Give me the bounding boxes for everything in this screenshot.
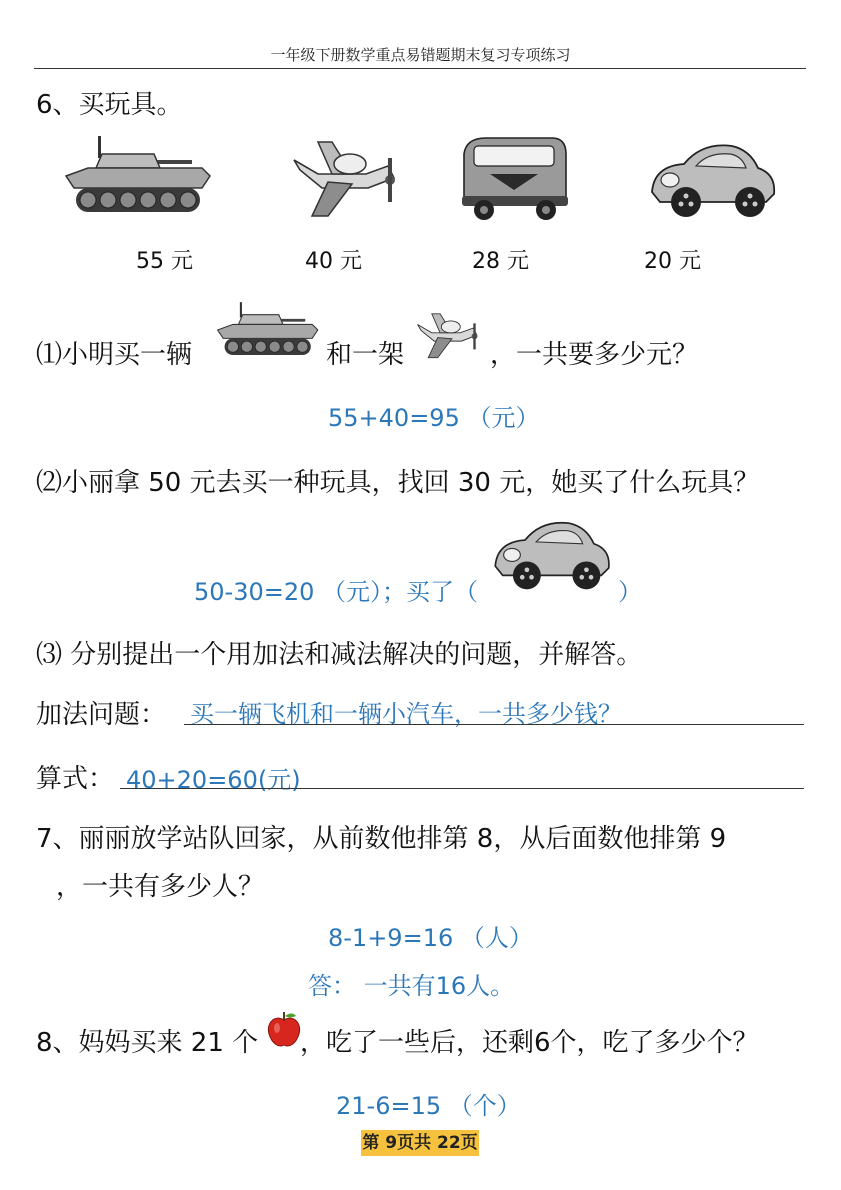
addition-answer-line xyxy=(184,724,804,725)
formula-label: 算式： xyxy=(36,764,115,794)
bus-icon xyxy=(456,130,572,222)
q6-3-question: ⑶ 分别提出一个用加法和减法解决的问题，并解答。 xyxy=(36,640,643,670)
q7-final-answer: 答： 一共有16人。 xyxy=(308,972,515,1000)
q6-2-answer: 50-30=20 （元）；买了（ xyxy=(194,578,479,606)
q7-line-2: ，一共有多少人？ xyxy=(56,872,265,902)
q6-1-text-pre: ⑴小明买一辆 xyxy=(36,340,193,370)
price-bus: 28 元 xyxy=(472,249,529,274)
addition-question-label: 加法问题： xyxy=(36,700,167,730)
formula-answer-line xyxy=(120,788,804,789)
apple-icon xyxy=(266,1010,302,1050)
q7-answer: 8-1+9=16 （人） xyxy=(328,924,533,952)
tank-icon xyxy=(62,130,212,222)
price-car: 20 元 xyxy=(644,249,701,274)
tank-icon xyxy=(212,298,322,362)
q8-text-pre: 8、妈妈买来 21 个 xyxy=(36,1028,259,1058)
plane-icon xyxy=(288,130,406,222)
plane-icon xyxy=(414,306,484,362)
q6-2-answer-close: ） xyxy=(618,578,642,606)
header-rule xyxy=(34,68,806,69)
q6-1-answer: 55+40=95 （元） xyxy=(328,404,540,432)
q7-line-1: 7、丽丽放学站队回家，从前数他排第 8，从后面数他排第 9 xyxy=(36,824,727,854)
car-icon xyxy=(646,136,780,222)
q8-answer: 21-6=15 （个） xyxy=(336,1092,521,1120)
price-plane: 40 元 xyxy=(305,249,362,274)
formula-answer: 40+20=60(元) xyxy=(126,766,301,794)
price-tank: 55 元 xyxy=(136,249,193,274)
document-header-title: 一年级下册数学重点易错题期末复习专项练习 xyxy=(270,46,571,64)
addition-question-answer: 买一辆飞机和一辆小汽车，一共多少钱？ xyxy=(190,700,622,728)
q6-1-text-mid: 和一架 xyxy=(326,340,405,370)
q6-2-question: ⑵小丽拿 50 元去买一种玩具，找回 30 元，她买了什么玩具？ xyxy=(36,468,760,498)
q6-1-text-post: ，一共要多少元？ xyxy=(490,340,699,370)
page-number-badge: 第 9页共 22页 xyxy=(361,1130,479,1156)
car-icon xyxy=(488,514,616,594)
q6-title: 6、买玩具。 xyxy=(36,90,183,120)
q8-text-post: ，吃了一些后，还剩6个，吃了多少个？ xyxy=(300,1028,759,1058)
